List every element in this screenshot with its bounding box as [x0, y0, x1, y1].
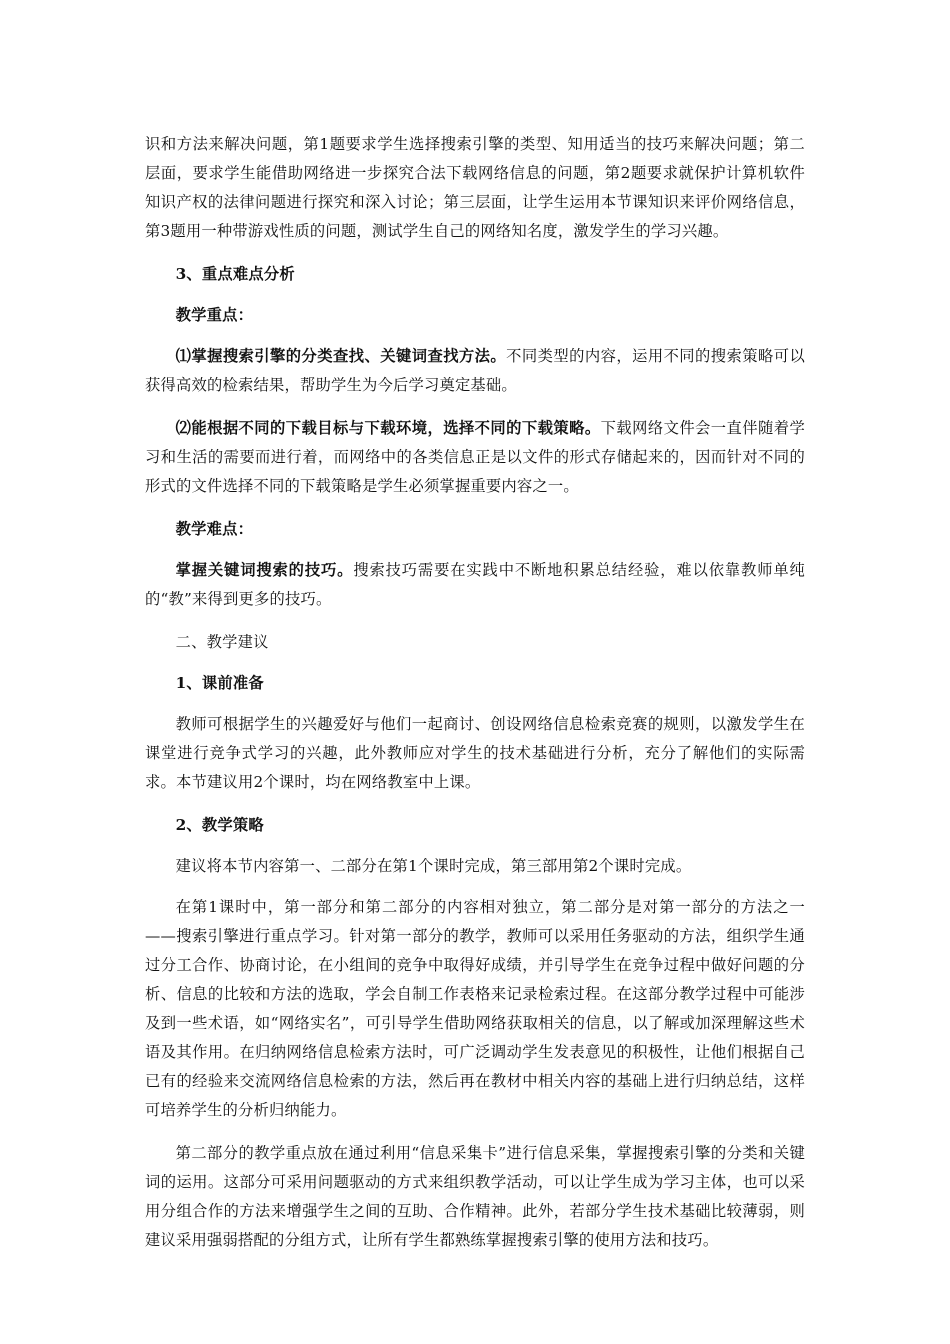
document-body — [145, 130, 805, 1269]
heading-teaching-suggestions: 二、教学建议 — [175, 633, 269, 651]
focus-2-text: 下载网络文件会一直伴随着学习和生活的需要而进行着，而网络中的各类信息正是以文件的形式存储起来的，因而针对不同的形式的文件选择不同的下载策略是学生必须掌握重要内容之一。 — [145, 419, 805, 495]
paragraph-difficulty — [145, 556, 805, 614]
heading-teaching-difficulty: 教学难点： — [175, 520, 254, 538]
paragraph-pre-class-prep: 教师可根据学生的兴趣爱好与他们一起商讨、创设网络信息检索竞赛的规则，以激发学生在课堂进行竞争式学习的兴趣，此外教师应对学生的技术基础进行分析，充分了解他们的实际需求。本节建议用2个课时，均在网络教室中上课。 — [145, 715, 805, 791]
focus-2-title: ⑵能根据不同的下载目标与下载环境，选择不同的下载策略。 — [175, 419, 601, 437]
paragraph-strategy-3: 第二部分的教学重点放在通过利用“信息采集卡”进行信息采集，掌握搜索引擎的分类和关键词的运用。这部分可采用问题驱动的方式来组织教学活动，可以让学生成为学习主体，也可以采用分组合作的方法来增强学生之间的互助、合作精神。此外，若部分学生技术基础比较薄弱，则建议采用强弱搭配的分组方式，让所有学生都熟练掌握搜索引擎的使用方法和技巧。 — [145, 1144, 805, 1249]
difficulty-title: 掌握关键词搜索的技巧。 — [175, 561, 354, 579]
paragraph-focus-2 — [145, 414, 805, 501]
difficulty-text: 搜索技巧需要在实践中不断地积累总结经验，难以依靠教师单纯的“教”来得到更多的技巧。 — [145, 561, 806, 608]
focus-1-title: ⑴掌握搜索引擎的分类查找、关键词查找方法。 — [175, 347, 507, 365]
paragraph-strategy-2: 在第1课时中，第一部分和第二部分的内容相对独立，第二部分是对第一部分的方法之一——搜索引擎进行重点学习。针对第一部分的教学，教师可以采用任务驱动的方法，组织学生通过分工合作、协商讨论，在小组间的竞争中取得好成绩，并引导学生在竞争过程中做好问题的分析、信息的比较和方法的选取，学会自制工作表格来记录检索过程。在这部分教学过程中可能涉及到一些术语，如“网络实名”，可引导学生借助网络获取相关的信息，以了解或加深理解这些术语及其作用。在归纳网络信息检索方法时，可广泛调动学生发表意见的积极性，让他们根据自己已有的经验来交流网络信息检索的方法，然后再在教材中相关内容的基础上进行归纳总结，这样可培养学生的分析归纳能力。 — [145, 898, 805, 1119]
heading-pre-class-prep: 1、课前准备 — [175, 674, 264, 692]
focus-1-text: 不同类型的内容，运用不同的搜索策略可以获得高效的检索结果，帮助学生为今后学习奠定基础。 — [145, 347, 805, 394]
heading-key-points-analysis: 3、重点难点分析 — [175, 265, 295, 283]
paragraph-strategy-1: 建议将本节内容第一、二部分在第1个课时完成，第三部用第2个课时完成。 — [175, 857, 692, 875]
heading-teaching-focus: 教学重点： — [175, 306, 254, 324]
paragraph-focus-1 — [145, 342, 805, 400]
paragraph-assessment-levels: 识和方法来解决问题，第1题要求学生选择搜索引擎的类型、知用适当的技巧来解决问题；第二层面，要求学生能借助网络进一步探究合法下载网络信息的问题，第2题要求就保护计算机软件知识产权的法律问题进行探究和深入讨论；第三层面，让学生运用本节课知识来评价网络信息，第3题用一种带游戏性质的问题，测试学生自己的网络知名度，激发学生的学习兴趣。 — [145, 135, 805, 240]
heading-teaching-strategy: 2、教学策略 — [175, 816, 264, 834]
